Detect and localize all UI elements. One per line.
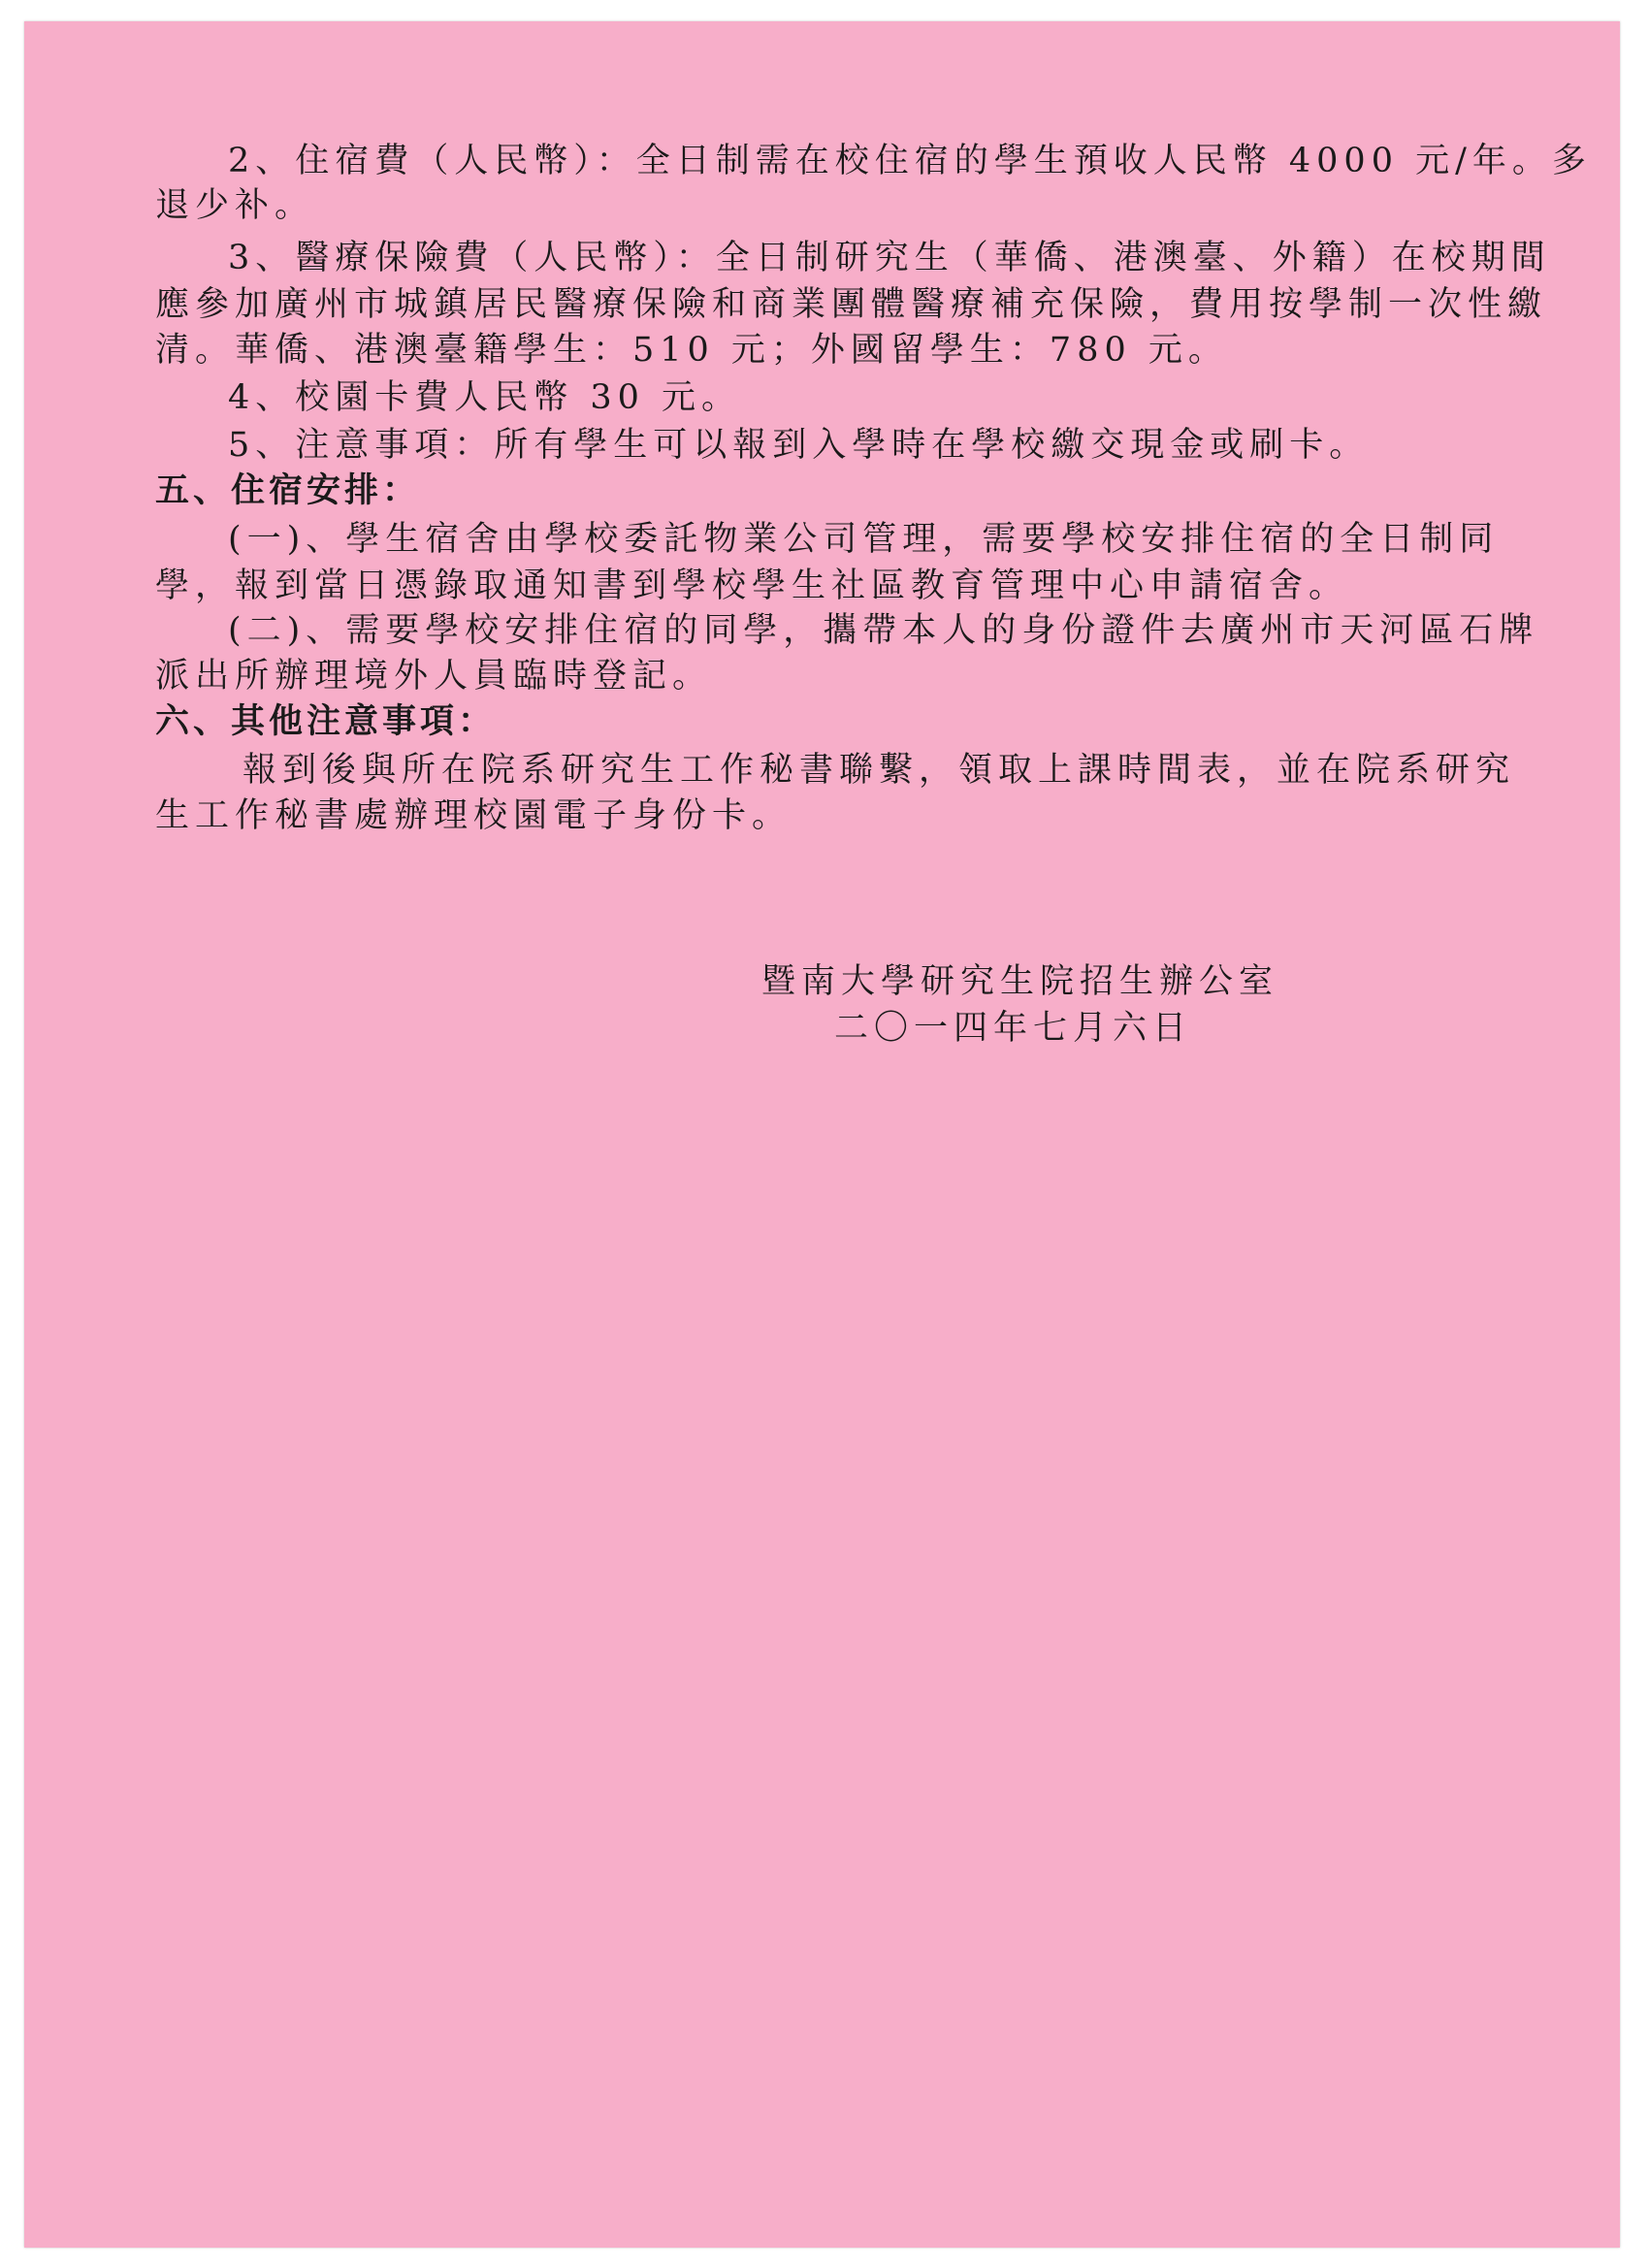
- document-page: [24, 21, 1620, 2248]
- fee-item-medical-cont-1: 應參加廣州市城鎮居民醫療保險和商業團體醫療補充保險，費用按學制一次性繳: [155, 285, 1548, 324]
- other-notes-item: 報到後與所在院系研究生工作秘書聯繫，領取上課時間表，並在院系研究: [242, 751, 1516, 790]
- fee-item-campus-card: 4、校園卡費人民幣 30 元。: [228, 378, 742, 417]
- accommodation-item-2-cont: 派出所辦理境外人員臨時登記。: [155, 657, 713, 696]
- other-notes-item-cont: 生工作秘書處辦理校園電子身份卡。: [155, 796, 792, 835]
- fee-item-accommodation-cont: 退少补。: [155, 186, 315, 225]
- fee-item-medical: 3、醫療保險費（人民幣）：全日制研究生（華僑、港澳臺、外籍）在校期間: [228, 239, 1551, 277]
- accommodation-item-1-cont: 學，報到當日憑錄取通知書到學校學生社區教育管理中心申請宿舍。: [155, 567, 1349, 605]
- section-heading-other-notes: 六、其他注意事項：: [155, 701, 497, 741]
- fee-item-accommodation: 2、住宿費（人民幣）：全日制需在校住宿的學生預收人民幣 4000 元/年。多: [228, 142, 1592, 180]
- accommodation-item-1: (一)、學生宿舍由學校委託物業公司管理，需要學校安排住宿的全日制同: [228, 520, 1500, 559]
- signature-office: 暨南大學研究生院招生辦公室: [761, 962, 1279, 1001]
- accommodation-item-2: (二)、需要學校安排住宿的同學，攜帶本人的身份證件去廣州市天河區石牌: [228, 611, 1539, 650]
- fee-item-notes: 5、注意事項：所有學生可以報到入學時在學校繳交現金或刷卡。: [228, 426, 1370, 465]
- signature-date: 二〇一四年七月六日: [834, 1009, 1193, 1048]
- fee-item-medical-cont-2: 清。華僑、港澳臺籍學生：510 元；外國留學生：780 元。: [155, 331, 1228, 370]
- section-heading-accommodation: 五、住宿安排：: [155, 470, 421, 510]
